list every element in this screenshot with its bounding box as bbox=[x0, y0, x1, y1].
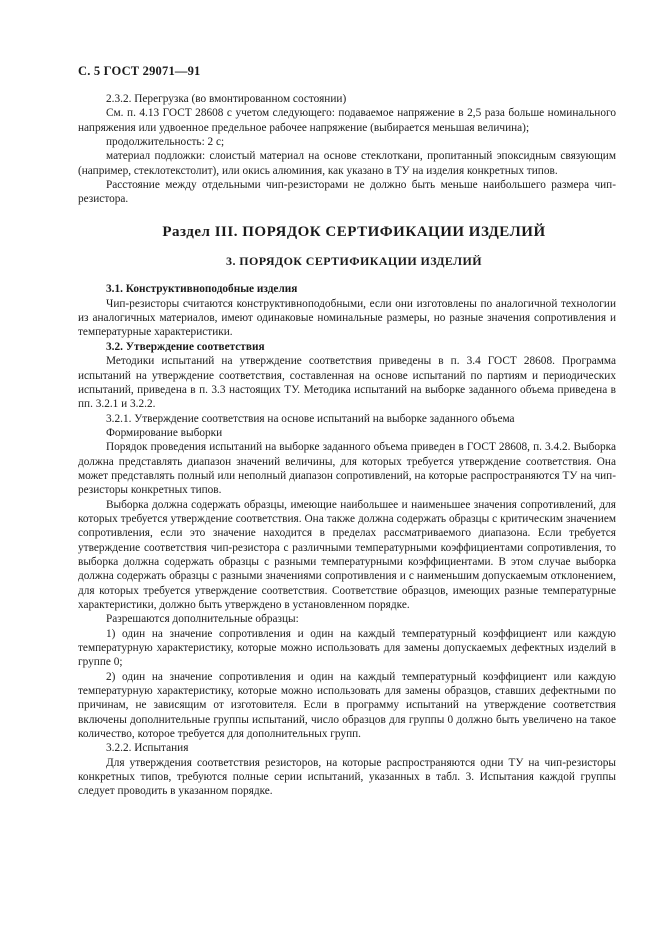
paragraph-extra-1: 1) один на значение сопротивления и один на каждый температурный коэффициент или каждую температурную характеристику, которые можно использовать для замены допускаемых дефектных изделий в группе 0; bbox=[78, 627, 616, 669]
paragraph-sample-contents: Выборка должна содержать образцы, имеющие наибольшее и наименьшее значения сопротивлений, для которых требуется утверждение соответствия. Она также должна содержать образцы с критическим значением сопротивления, если это значение находится в пределах рассматриваемого диапазона. Если требуется утверждение соответствия чип-резистора с различными температурными коэффициентами сопротивления, то выборка должна содержать образцы с разными температурными коэффициентами. В этом случае выборка должна содержать образцы с разными значениями сопротивления и с наименьшим допускаемым отклонением, для которых требуется утверждение соответствия. Соответствие образцов, имеющих разные температурные характеристики, должно быть утверждено в установленном порядке. bbox=[78, 498, 616, 611]
section-title: Раздел III. ПОРЯДОК СЕРТИФИКАЦИИ ИЗДЕЛИЙ bbox=[162, 223, 546, 240]
paragraph-duration: продолжительность: 2 с; bbox=[106, 136, 225, 149]
heading-3-2: 3.2. Утверждение соответствия bbox=[106, 340, 265, 353]
heading-3-1: 3.1. Конструктивноподобные изделия bbox=[106, 283, 298, 296]
paragraph-extra-2: 2) один на значение сопротивления и один на каждый температурный коэффициент или каждую температурную характеристику, которые можно использовать для замены образцов, ставших дефектными по причинам, не зависящим от изготовителя. Если в программу испытаний на утверждение соответствия включены дополнительные группы испытаний, число образцов для группы 0 должно быть увеличено на такое количество, которое требуется для дополнительных групп. bbox=[78, 670, 616, 741]
paragraph-3-1: Чип-резисторы считаются конструктивноподобными, если они изготовлены по аналогичной технологии из аналогичных материалов, имеют одинаковые номинальные размеры, но разные значения сопротивления и температурные характеристики. bbox=[78, 297, 616, 339]
paragraph-3-2: Методики испытаний на утверждение соответствия приведены в п. 3.4 ГОСТ 28608. Программа испытаний на утверждение соответствия, составленная на основе испытаний по партиям и периодических испытаний, приведена в п. 3.3 настоящих ТУ. Методика испытаний на выборке заданного объема приведена в пп. 3.2.1 и 3.2.2. bbox=[78, 355, 616, 411]
paragraph-3-2-1-title: 3.2.1. Утверждение соответствия на основе испытаний на выборке заданного объема bbox=[106, 412, 515, 425]
paragraph-2-3-2-title: 2.3.2. Перегрузка (во вмонтированном состоянии) bbox=[106, 93, 347, 105]
paragraph-extra-samples: Разрешаются дополнительные образцы: bbox=[106, 613, 299, 626]
page-header: С. 5 ГОСТ 29071—91 bbox=[78, 64, 201, 78]
paragraph-sample-formation: Формирование выборки bbox=[106, 426, 223, 439]
page-content bbox=[78, 92, 616, 799]
paragraph-tests: Для утверждения соответствия резисторов, на которые распространяются одни ТУ на чип-резисторы конкретных типов, требуются полные серии испытаний, указанных в табл. 3. Испытания каждой группы следует проводить в указанном порядке. bbox=[78, 756, 616, 798]
paragraph-distance: Расстояние между отдельными чип-резисторами не должно быть меньше наибольшего размера чип-резистора. bbox=[78, 179, 616, 206]
paragraph-3-2-2-title: 3.2.2. Испытания bbox=[106, 742, 189, 755]
paragraph-overload-desc: См. п. 4.13 ГОСТ 28608 с учетом следующего: подаваемое напряжение в 2,5 раза больше номинального напряжения или удвоенное предельное рабочее напряжение (выбирается меньшая величина); bbox=[78, 107, 616, 134]
paragraph-substrate: материал подложки: слоистый материал на основе стеклоткани, пропитанный эпоксидным связующим (например, стеклотекстолит), или окись алюминия, как указано в ТУ на изделия конкретных типов. bbox=[78, 150, 616, 177]
paragraph-sample-procedure: Порядок проведения испытаний на выборке заданного объема приведен в ГОСТ 28608, п. 3.4.2. Выборка должна представлять диапазон значений величины, для которых требуется утверждение соответствия. Она может представлять полный или неполный диапазон сопротивлений, на которые распространяются ТУ на чип-резисторы конкретных типов. bbox=[78, 441, 616, 497]
chapter-title: 3. ПОРЯДОК СЕРТИФИКАЦИИ ИЗДЕЛИЙ bbox=[226, 254, 482, 269]
